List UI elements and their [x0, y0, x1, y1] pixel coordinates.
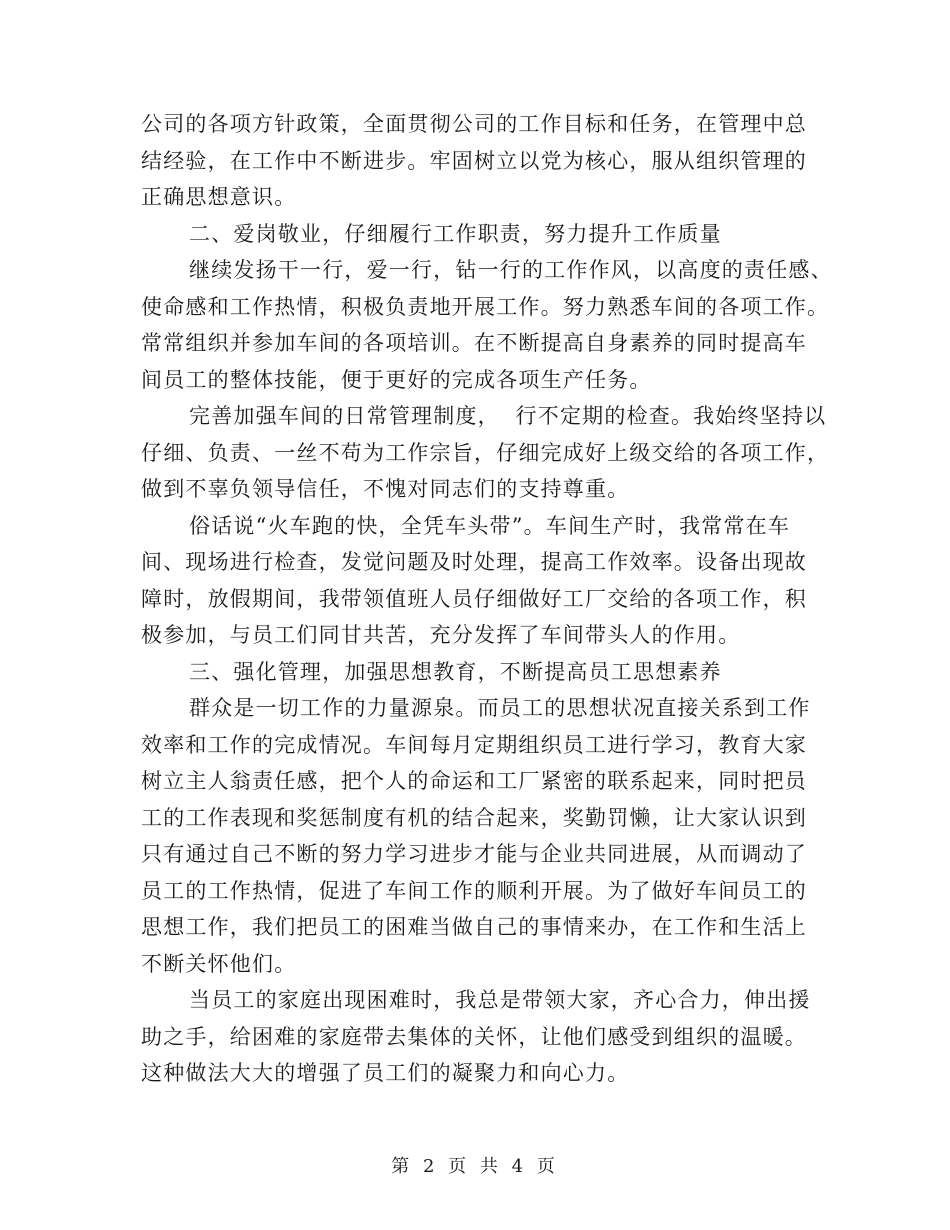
paragraph-line: 思想工作，我们把员工的困难当做自己的事情来办，在工作和生活上 [141, 915, 807, 939]
paragraph-line: 完善加强车间的日常管理制度， 行不定期的检查。我始终坚持以 [189, 404, 827, 428]
page-number: 第 2 页 共 4 页 [391, 1156, 559, 1177]
paragraph-line: 员工的工作热情，促进了车间工作的顺利开展。为了做好车间员工的 [141, 878, 807, 903]
paragraph-line: 公司的各项方针政策，全面贯彻公司的工作目标和任务，在管理中总 [141, 112, 807, 136]
paragraph-line: 使命感和工作热情，积极负责地开展工作。努力熟悉车间的各项工作。 [141, 294, 830, 319]
paragraph-line: 这种做法大大的增强了员工们的凝聚力和向心力。 [141, 1061, 630, 1085]
document-body [141, 106, 833, 1092]
paragraph-line: 效率和工作的完成情况。车间每月定期组织员工进行学习，教育大家 [141, 732, 807, 757]
paragraph-line: 不断关怀他们。 [141, 951, 297, 976]
paragraph-line: 当员工的家庭出现困难时，我总是带领大家，齐心合力，伸出援 [189, 988, 811, 1012]
paragraph-line: 间员工的整体技能，便于更好的完成各项生产任务。 [141, 367, 652, 392]
paragraph-line: 树立主人翁责任感，把个人的命运和工厂紧密的联系起来，同时把员 [141, 769, 807, 793]
paragraph-line: 仔细、负责、一丝不苟为工作宗旨，仔细完成好上级交给的各项工作， [141, 440, 830, 465]
paragraph-line: 做到不辜负领导信任，不愧对同志们的支持尊重。 [141, 477, 630, 501]
paragraph-line: 极参加，与员工们同甘共苦，充分发挥了车间带头人的作用。 [141, 623, 741, 647]
paragraph-line: 结经验，在工作中不断进步。牢固树立以党为核心，服从组织管理的 [141, 148, 807, 173]
paragraph-line: 障时，放假期间，我带领值班人员仔细做好工厂交给的各项工作，积 [141, 586, 807, 611]
paragraph-line: 只有通过自己不断的努力学习进步才能与企业共同进展，从而调动了 [141, 842, 807, 866]
paragraph-line: 间、现场进行检查，发觉问题及时处理，提高工作效率。设备出现故 [141, 550, 807, 574]
section-heading: 三、强化管理，加强思想教育，不断提高员工思想素养 [189, 659, 722, 684]
paragraph-line: 俗话说“火车跑的快，全凭车头带”。车间生产时，我常常在车 [189, 513, 791, 538]
section-heading: 二、爱岗敬业，仔细履行工作职责，努力提升工作质量 [189, 221, 722, 246]
paragraph-line: 正确思想意识。 [141, 185, 297, 209]
paragraph-line: 群众是一切工作的力量源泉。而员工的思想状况直接关系到工作 [189, 696, 811, 720]
paragraph-line: 工的工作表现和奖惩制度有机的结合起来，奖勤罚懒，让大家认识到 [141, 805, 807, 830]
paragraph-line: 助之手，给困难的家庭带去集体的关怀，让他们感受到组织的温暖。 [141, 1024, 807, 1049]
paragraph-line: 继续发扬干一行，爱一行，钻一行的工作作风，以高度的责任感、 [189, 258, 833, 282]
paragraph-line: 常常组织并参加车间的各项培训。在不断提高自身素养的同时提高车 [141, 331, 807, 355]
